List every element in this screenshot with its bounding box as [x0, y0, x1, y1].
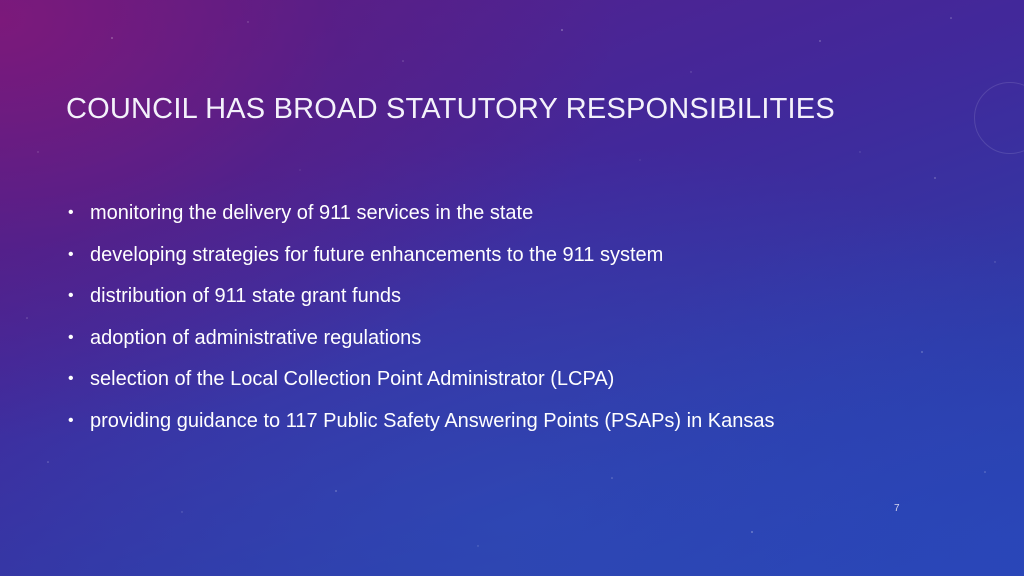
bullet-item — [66, 362, 774, 404]
bullet-text: adoption of administrative regulations — [90, 326, 422, 349]
bullet-item — [66, 279, 774, 321]
bullet-text: monitoring the delivery of 911 services in the state — [90, 202, 534, 224]
bullet-item — [66, 404, 774, 446]
bullet-icon: • — [68, 204, 74, 221]
bullet-icon: • — [68, 370, 74, 387]
slide-title: COUNCIL HAS BROAD STATUTORY RESPONSIBILITIES — [66, 93, 835, 125]
bullet-text: selection of the Local Collection Point Administrator (LCPA) — [90, 368, 615, 390]
bullet-item — [66, 196, 774, 238]
bullet-item — [66, 321, 774, 363]
bullet-icon: • — [68, 328, 74, 346]
bullet-icon: • — [68, 287, 74, 304]
slide-number: 7 — [894, 503, 900, 514]
bullet-icon: • — [68, 245, 74, 263]
bullet-list — [66, 196, 774, 445]
bullet-text: providing guidance to 117 Public Safety Answering Points (PSAPs) in Kansas — [90, 409, 775, 432]
bullet-item — [66, 238, 774, 280]
bullet-text: developing strategies for future enhancements to the 911 system — [90, 243, 664, 266]
decorative-ring — [974, 82, 1024, 154]
bullet-icon: • — [68, 411, 74, 429]
bullet-text: distribution of 911 state grant funds — [90, 285, 401, 307]
